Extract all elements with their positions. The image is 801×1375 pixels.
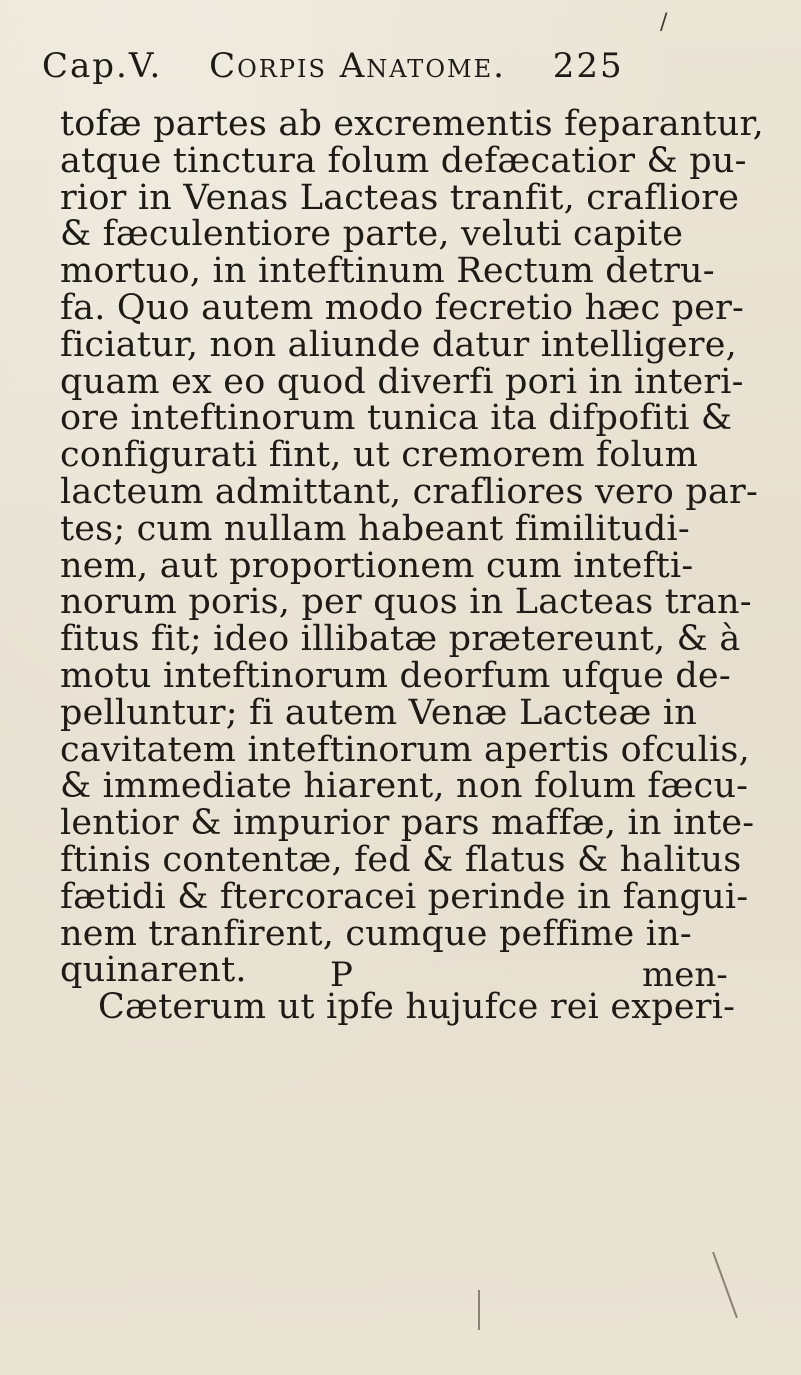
body-text xyxy=(60,104,764,1028)
text-line: quam ex eo quod diverfi pori in interi- xyxy=(60,361,744,402)
text-line: motu inteftinorum deorfum ufque de- xyxy=(60,655,731,696)
text-line: nem tranfirent, cumque peffime in- xyxy=(60,913,692,954)
chapter-label: Cap.V. xyxy=(42,46,163,86)
paper-mark xyxy=(712,1252,738,1318)
running-title: Corpis Anatome. xyxy=(209,46,506,86)
text-line: cavitatem inteftinorum apertis ofculis, xyxy=(60,729,750,770)
signature-mark: P xyxy=(330,955,353,995)
text-line: & fæculentiore parte, veluti capite xyxy=(60,214,684,255)
text-line: rior in Venas Lacteas tranfit, crafliore xyxy=(60,177,740,218)
text-line: fa. Quo autem modo fecretio hæc per- xyxy=(60,287,745,328)
text-line: ftinis contentæ, fed & flatus & halitus xyxy=(60,839,742,880)
text-line: & immediate hiarent, non folum fæcu- xyxy=(60,766,749,807)
paragraph-start-line: Cæterum ut ipfe hujufce rei experi- xyxy=(98,987,736,1028)
text-line: atque tinctura folum defæcatior & pu- xyxy=(60,140,747,181)
text-line: lentior & impurior pars maffæ, in inte- xyxy=(60,803,755,844)
text-line: tofæ partes ab excrementis feparantur, xyxy=(60,104,764,144)
text-line: configurati fint, ut cremorem folum xyxy=(60,435,699,476)
paper-mark xyxy=(478,1290,480,1330)
text-line: nem, aut proportionem cum intefti- xyxy=(60,545,694,586)
text-line: lacteum admittant, crafliores vero par- xyxy=(60,471,758,512)
text-line: ficiatur, non aliunde datur intelligere, xyxy=(60,324,737,365)
corner-mark: / xyxy=(660,10,668,35)
text-line: norum poris, per quos in Lacteas tran- xyxy=(60,582,752,623)
page-number: 225 xyxy=(552,46,624,86)
text-line: ore inteftinorum tunica ita difpofiti & xyxy=(60,398,733,439)
text-line: mortuo, in inteftinum Rectum detru- xyxy=(60,251,715,292)
text-line: pelluntur; fi autem Venæ Lacteæ in xyxy=(60,692,698,733)
text-line: fitus fit; ideo illibatæ prætereunt, & à xyxy=(60,619,741,660)
text-line: fætidi & ftercoracei perinde in fangui- xyxy=(60,876,749,917)
catchword: men- xyxy=(642,955,728,995)
running-header xyxy=(42,46,742,86)
text-line: tes; cum nullam habeant fimilitudi- xyxy=(60,508,690,549)
text-line: quinarent. xyxy=(60,950,247,991)
